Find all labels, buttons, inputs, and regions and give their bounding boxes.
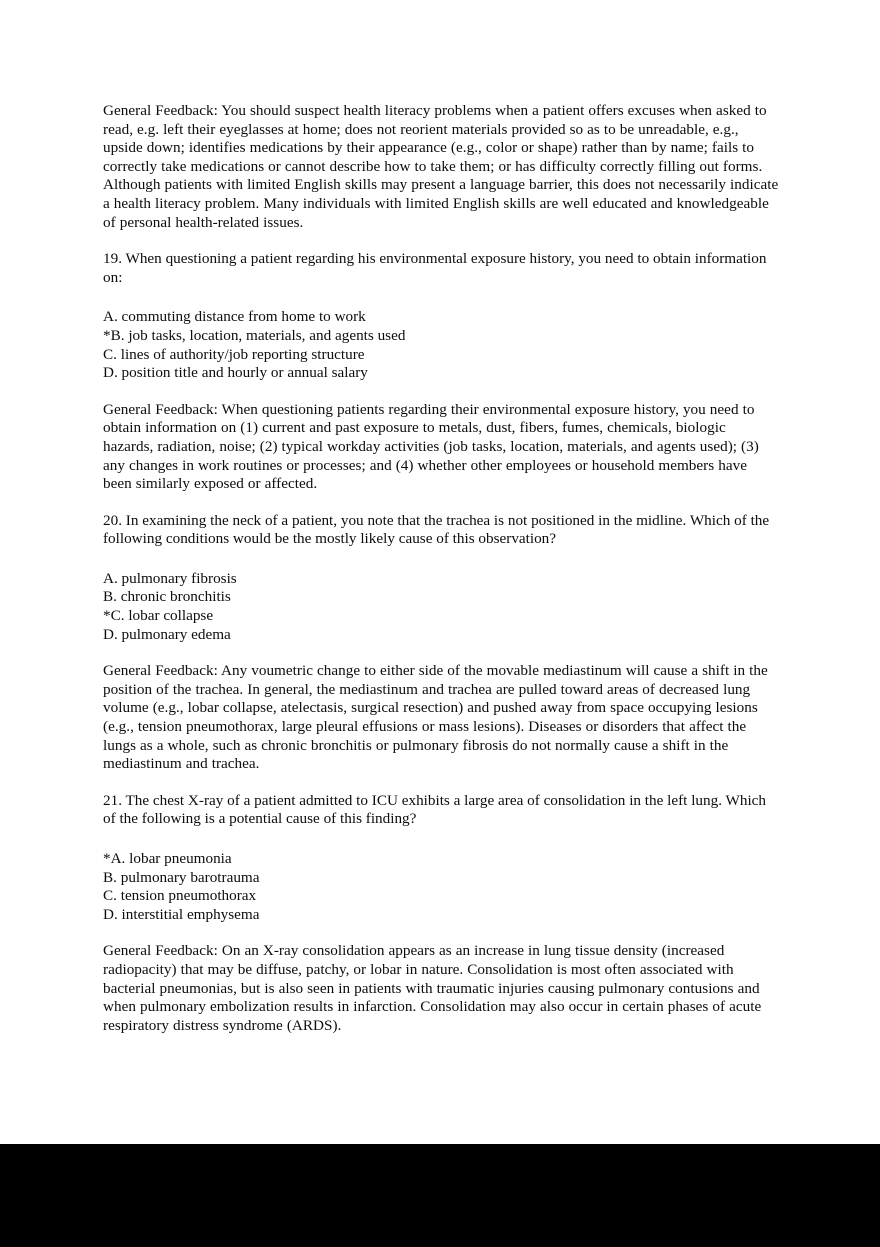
question-20-stem-line-1: 20. In examining the neck of a patient, you note that the trachea is not positioned in the midline. Which of (103, 511, 747, 529)
feedback-20-line-2: the position of the trachea. In general, the mediastinum and trachea are pulled toward areas of decreased (103, 662, 768, 698)
feedback-19-line-5: have been similarly exposed or affected. (103, 456, 747, 493)
question-19-option-b[interactable]: *B. job tasks, location, materials, and agents used (103, 326, 406, 344)
question-19-option-d[interactable]: D. position title and hourly or annual salary (103, 364, 368, 382)
question-19-options (103, 308, 779, 382)
question-block-21 (103, 792, 779, 925)
feedback-paragraph-20 (103, 662, 779, 774)
question-20-stem (103, 512, 779, 549)
question-19-stem-line-1: 19. When questioning a patient regarding his environmental exposure history, you need to obtain (103, 250, 691, 268)
feedback-21-line-3: bacterial pneumonias, but is also seen in patients with traumatic injuries causing pulmonary contusions (103, 979, 734, 997)
question-21-option-b[interactable]: B. pulmonary barotrauma (103, 868, 260, 886)
feedback-paragraph-21 (103, 942, 779, 1035)
question-19-option-c[interactable]: C. lines of authority/job reporting structure (103, 345, 365, 363)
feedback-20-line-5: affect the lungs as a whole, such as chronic bronchitis or pulmonary fibrosis do not normally cause a shift in (103, 718, 747, 754)
question-19-option-a[interactable]: A. commuting distance from home to work (103, 308, 366, 326)
feedback-19-line-3: hazards, radiation, noise; (2) typical workday activities (job tasks, location, materials, and agents used); (103, 437, 738, 455)
question-19-stem-line-2: information on: (103, 250, 767, 286)
feedback-18-line-6: indicate a health literacy problem. Many individuals with limited English skills are well educated and (103, 176, 779, 212)
feedback-19-line-2: to obtain information on (1) current and past exposure to metals, dust, fibers, fumes, chemicals, biologic (103, 400, 755, 437)
feedback-20-line-6: the mediastinum and trachea. (103, 736, 729, 773)
feedback-20-line-4: lesions (e.g., tension pneumothorax, large pleural effusions or mass lesions). Diseases or disorders that (103, 699, 758, 736)
feedback-18-line-4: correctly take medications or cannot describe how to take them; or has difficulty correctly filling out (103, 157, 719, 175)
feedback-21-line-5: acute respiratory distress syndrome (ARDS). (103, 998, 762, 1034)
question-block-20 (103, 512, 779, 645)
feedback-20-line-3: lung volume (e.g., lobar collapse, atelectasis, surgical resection) and pushed away from space occupying (103, 680, 751, 717)
question-21-stem (103, 792, 779, 829)
feedback-21-line-2: radiopacity) that may be diffuse, patchy, or lobar in nature. Consolidation is most often associated with (103, 960, 734, 978)
feedback-19-line-1: General Feedback: When questioning patients regarding their environmental exposure history, you need (103, 400, 739, 418)
question-21-option-a[interactable]: *A. lobar pneumonia (103, 850, 232, 867)
question-20-option-d[interactable]: D. pulmonary edema (103, 625, 231, 643)
feedback-20-line-1: General Feedback: Any voumetric change to either side of the movable mediastinum will cause a shift in (103, 662, 746, 680)
question-block-19 (103, 250, 779, 383)
feedback-18-line-2: to read, e.g. left their eyeglasses at home; does not reorient materials provided so as to be unreadable, e.g., (103, 102, 767, 138)
feedback-21-line-1: General Feedback: On an X-ray consolidation appears as an increase in lung tissue density (increased (103, 942, 725, 960)
scan-bottom-black-band (0, 1144, 880, 1247)
question-19-stem (103, 250, 779, 287)
question-20-stem-line-2: the following conditions would be the mostly likely cause of this observation? (103, 511, 770, 548)
feedback-paragraph-19 (103, 401, 779, 494)
feedback-21-line-4: and when pulmonary embolization results in infarction. Consolidation may also occur in certain phases of (103, 979, 760, 1016)
feedback-19-line-4: (3) any changes in work routines or processes; and (4) whether other employees or household members (103, 437, 759, 474)
feedback-18-line-3: upside down; identifies medications by their appearance (e.g., color or shape) rather than by name; fails to (103, 139, 755, 157)
feedback-paragraph-18 (103, 102, 779, 232)
question-21-option-d[interactable]: D. interstitial emphysema (103, 905, 260, 923)
feedback-18-line-5: forms. Although patients with limited English skills may present a language barrier, this does not necessarily (103, 157, 763, 194)
question-21-options (103, 850, 779, 924)
document-text-column (103, 102, 779, 1053)
question-21-stem-line-2: Which of the following is a potential cause of this finding? (103, 791, 767, 828)
question-20-options (103, 570, 779, 644)
question-21-stem-line-1: 21. The chest X-ray of a patient admitted to ICU exhibits a large area of consolidation in the left lung. (103, 791, 722, 809)
feedback-18-line-1: General Feedback: You should suspect health literacy problems when a patient offers excuses when asked (103, 102, 751, 119)
feedback-18-line-7: knowledgeable of personal health-related issues. (103, 194, 769, 231)
question-20-option-c[interactable]: *C. lobar collapse (103, 607, 214, 625)
question-21-option-c[interactable]: C. tension pneumothorax (103, 887, 257, 905)
question-20-option-b[interactable]: B. chronic bronchitis (103, 588, 231, 606)
question-20-option-a[interactable]: A. pulmonary fibrosis (103, 569, 237, 587)
